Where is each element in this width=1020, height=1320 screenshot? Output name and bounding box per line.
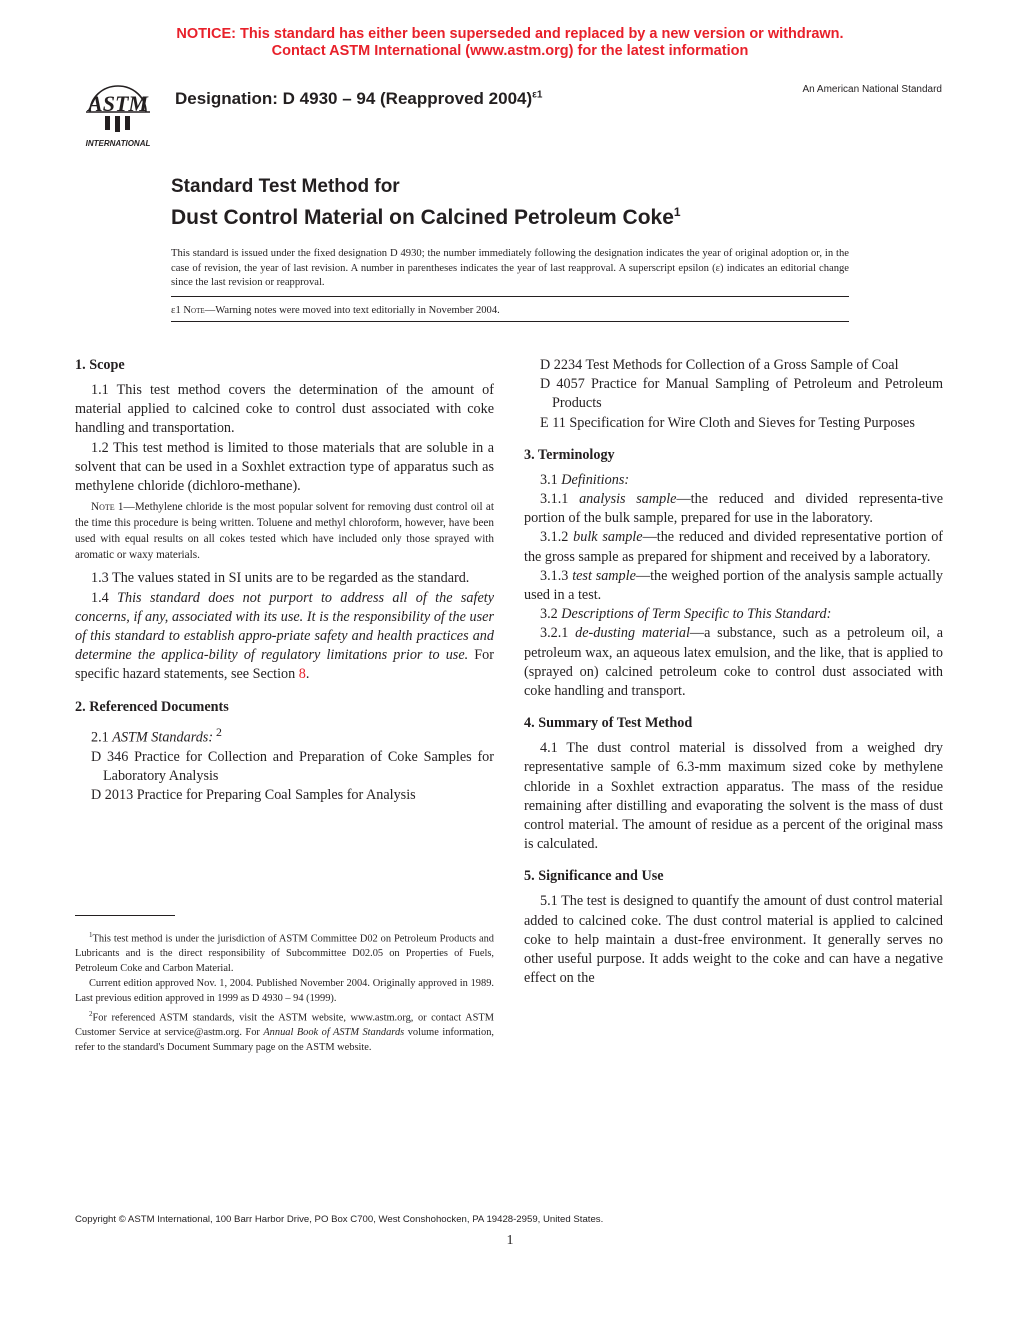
term-analysis-sample: analysis sample	[579, 491, 677, 508]
scope-1-4-num: 1.4	[91, 589, 118, 606]
withdrawn-notice	[0, 26, 1020, 60]
footnote-1-current-edition: Current edition approved Nov. 1, 2004. Published November 2004. Originally approved in 1989. Last previous edition approved in 1999 as D 4930 – 94 (1999).	[75, 978, 494, 1005]
editorial-note	[171, 304, 500, 318]
designation	[175, 89, 542, 109]
right-column	[524, 356, 943, 988]
referenced-2-1-footnote-mark: 2	[213, 724, 222, 739]
editorial-note-text: —Warning notes were moved into text editorially in November 2004.	[204, 305, 500, 316]
divider-top	[171, 296, 849, 297]
reference-d346: D 346 Practice for Collection and Preparation of Coke Samples for Laboratory Analysis	[91, 748, 494, 784]
scope-1-4	[75, 589, 494, 685]
footnote-1-text: This test method is under the jurisdiction of ASTM Committee D02 on Petroleum Products and Lubricants and is the direct responsibility of Subcommittee D02.05 on Properties of Fuels, Petroleum Coke and Carbon Material.	[75, 933, 494, 975]
terminology-3-2-1-text: —a substance, such as a petroleum oil, a petroleum wax, an aqueous latex emulsion, and the like, that is applied to (sprayed on) calcined petroleum coke to control dust associated with coke handling and transport.	[524, 625, 943, 700]
scope-1-2: 1.2 This test method is limited to those materials that are soluble in a solvent that can be used in a Soxhlet extraction type of apparatus such as methylene chloride (dichloro-methane).	[75, 439, 494, 495]
terminology-3-1-2	[524, 528, 943, 566]
note-1-label: Note	[91, 501, 115, 514]
terminology-3-1-1-text: —the reduced and divided representa-tive portion of the bulk sample, prepared for use in the laboratory.	[524, 491, 944, 527]
left-column	[75, 356, 494, 805]
scope-1-3: 1.3 The values stated in SI units are to be regarded as the standard.	[91, 570, 470, 587]
designation-text: Designation: D 4930 – 94 (Reapproved 2004)	[175, 89, 533, 108]
terminology-3-1-1-num: 3.1.1	[540, 491, 580, 508]
logo-text: ASTM	[88, 91, 148, 116]
terminology-3-1-1	[524, 490, 943, 528]
spacer	[524, 433, 943, 446]
term-bulk-sample: bulk sample	[573, 529, 643, 546]
terminology-3-1-title: Definitions:	[561, 471, 630, 488]
terminology-3-1-num: 3.1	[540, 471, 562, 488]
title-line-1: Standard Test Method for	[171, 176, 400, 197]
note-1	[75, 500, 494, 563]
summary-4-1: 4.1 The dust control material is dissolved from a weighed dry representative sample of 6.3-mm maximum sized coke by methylene chloride in a Soxhlet extraction apparatus. The mass of the residue remaining after distilling and evaporating the solvent is the mass of dust control material. The amount of residue as a percent of the original mass is calculated.	[524, 740, 943, 853]
terminology-3-2-title: Descriptions of Term Specific to This Standard:	[561, 606, 832, 623]
scope-1-4-italic: This standard does not purport to address all of the safety concerns, if any, associated with its use. It is the responsibility of the user of this standard to establish appro-priate safety and health practices and determine the applica-bility of regulatory limitations prior to use.	[75, 589, 494, 664]
terminology-3-1-3-num: 3.1.3	[540, 567, 573, 584]
intro-paragraph: This standard is issued under the fixed designation D 4930; the number immediately following the designation indicates the year of original adoption or, in the case of revision, the year of last revision. A number in parentheses indicates the year of last reapproval. A superscript epsilon (ε) indicates an editorial change since the last revision or reapproval.	[171, 248, 849, 288]
copyright: Copyright © ASTM International, 100 Barr Harbor Drive, PO Box C700, West Conshohocken, PA 19428-2959, United States.	[75, 1214, 604, 1225]
footnote-1-mark: 1	[89, 931, 93, 939]
spacer	[524, 854, 943, 867]
logo-subtext: INTERNATIONAL	[85, 139, 151, 148]
footnote-2	[75, 1007, 494, 1056]
referenced-2-1-num: 2.1	[91, 729, 113, 746]
scope-1-4-rest: For specific hazard statements, see Section	[75, 647, 494, 683]
summary-heading: 4. Summary of Test Method	[524, 715, 693, 732]
reference-d2013: D 2013 Practice for Preparing Coal Samples for Analysis	[91, 786, 416, 803]
footnote-rule	[75, 915, 175, 916]
referenced-2-1-title: ASTM Standards:	[112, 729, 214, 746]
terminology-3-1	[524, 471, 943, 490]
note-1-text: 1—Methylene chloride is the most popular solvent for removing dust control oil at the time this procedure is being written. Toluene and methyl chloroform, however, have been used with equal results on all cokes tested which have included only those sprayed with aromatic or waxy materials.	[75, 501, 494, 561]
section-8-link[interactable]: 8	[298, 666, 306, 683]
scope-1-1: 1.1 This test method covers the determination of the amount of material applied to calcined coke to control dust associated with coke handling and transportation.	[75, 382, 494, 437]
terminology-3-1-2-text: —the reduced and divided representative portion of the gross sample as prepared for shipment and received by a laboratory.	[524, 529, 944, 565]
scope-1-4-end: .	[305, 666, 310, 683]
reference-e11: E 11 Specification for Wire Cloth and Sieves for Testing Purposes	[540, 414, 915, 431]
footnote-2-text-b: volume information, refer to the standard's Document Summary page on the ASTM website.	[75, 1027, 494, 1054]
astm-logo	[76, 78, 160, 150]
significance-5-1: 5.1 The test is designed to quantify the amount of dust control material added to calcined coke. The dust control material is applied to calcined coke to help maintain a dust-free environment. It generally serves no other useful purpose. It adds weight to the coke and can have a negative effect on the	[524, 893, 943, 987]
terminology-3-2	[524, 605, 943, 624]
designation-superscript: ε1	[532, 89, 543, 101]
terminology-3-1-3-text: —the weighed portion of the analysis sample actually used in a test.	[524, 567, 944, 604]
terminology-3-2-1	[524, 624, 943, 701]
term-test-sample: test sample	[572, 567, 636, 584]
spacer	[75, 685, 494, 698]
title-footnote-mark: 1	[673, 205, 681, 219]
referenced-2-1	[75, 723, 494, 748]
significance-heading: 5. Significance and Use	[524, 868, 664, 885]
scope-heading: 1. Scope	[75, 357, 125, 373]
title-line-2	[171, 199, 681, 231]
term-de-dusting-material: de-dusting material	[575, 625, 690, 642]
reference-d4057: D 4057 Practice for Manual Sampling of Petroleum and Petroleum Products	[540, 376, 943, 412]
footnote-2-italic: Annual Book of ASTM Standards	[263, 1027, 405, 1039]
terminology-3-1-3	[524, 567, 943, 605]
footnote-2-text-a: For referenced ASTM standards, visit the ASTM website, www.astm.org, or contact ASTM Customer Service at service@astm.org. For	[75, 1012, 494, 1039]
terminology-heading: 3. Terminology	[524, 446, 615, 463]
title-line-2-text: Dust Control Material on Calcined Petroleum Coke	[171, 206, 674, 229]
notice-line-1: NOTICE: This standard has either been superseded and replaced by a new version or withdrawn.	[176, 26, 844, 42]
editorial-note-label: Note	[183, 305, 205, 316]
divider-bottom	[171, 321, 849, 322]
footnotes	[75, 928, 494, 1056]
referenced-documents-heading: 2. Referenced Documents	[75, 698, 229, 715]
reference-d2234: D 2234 Test Methods for Collection of a Gross Sample of Coal	[540, 357, 899, 373]
editorial-note-mark: ε1	[171, 305, 181, 316]
terminology-3-2-num: 3.2	[540, 606, 562, 623]
american-national-standard: An American National Standard	[802, 84, 942, 95]
page-number: 1	[506, 1233, 514, 1248]
terminology-3-2-1-num: 3.2.1	[540, 625, 576, 642]
spacer	[524, 701, 943, 714]
footnote-1	[75, 928, 494, 977]
notice-line-2: Contact ASTM International (www.astm.org) for the latest information	[271, 43, 749, 59]
footnote-2-mark: 2	[89, 1010, 93, 1018]
terminology-3-1-2-num: 3.1.2	[540, 529, 574, 546]
document-title	[171, 175, 681, 231]
